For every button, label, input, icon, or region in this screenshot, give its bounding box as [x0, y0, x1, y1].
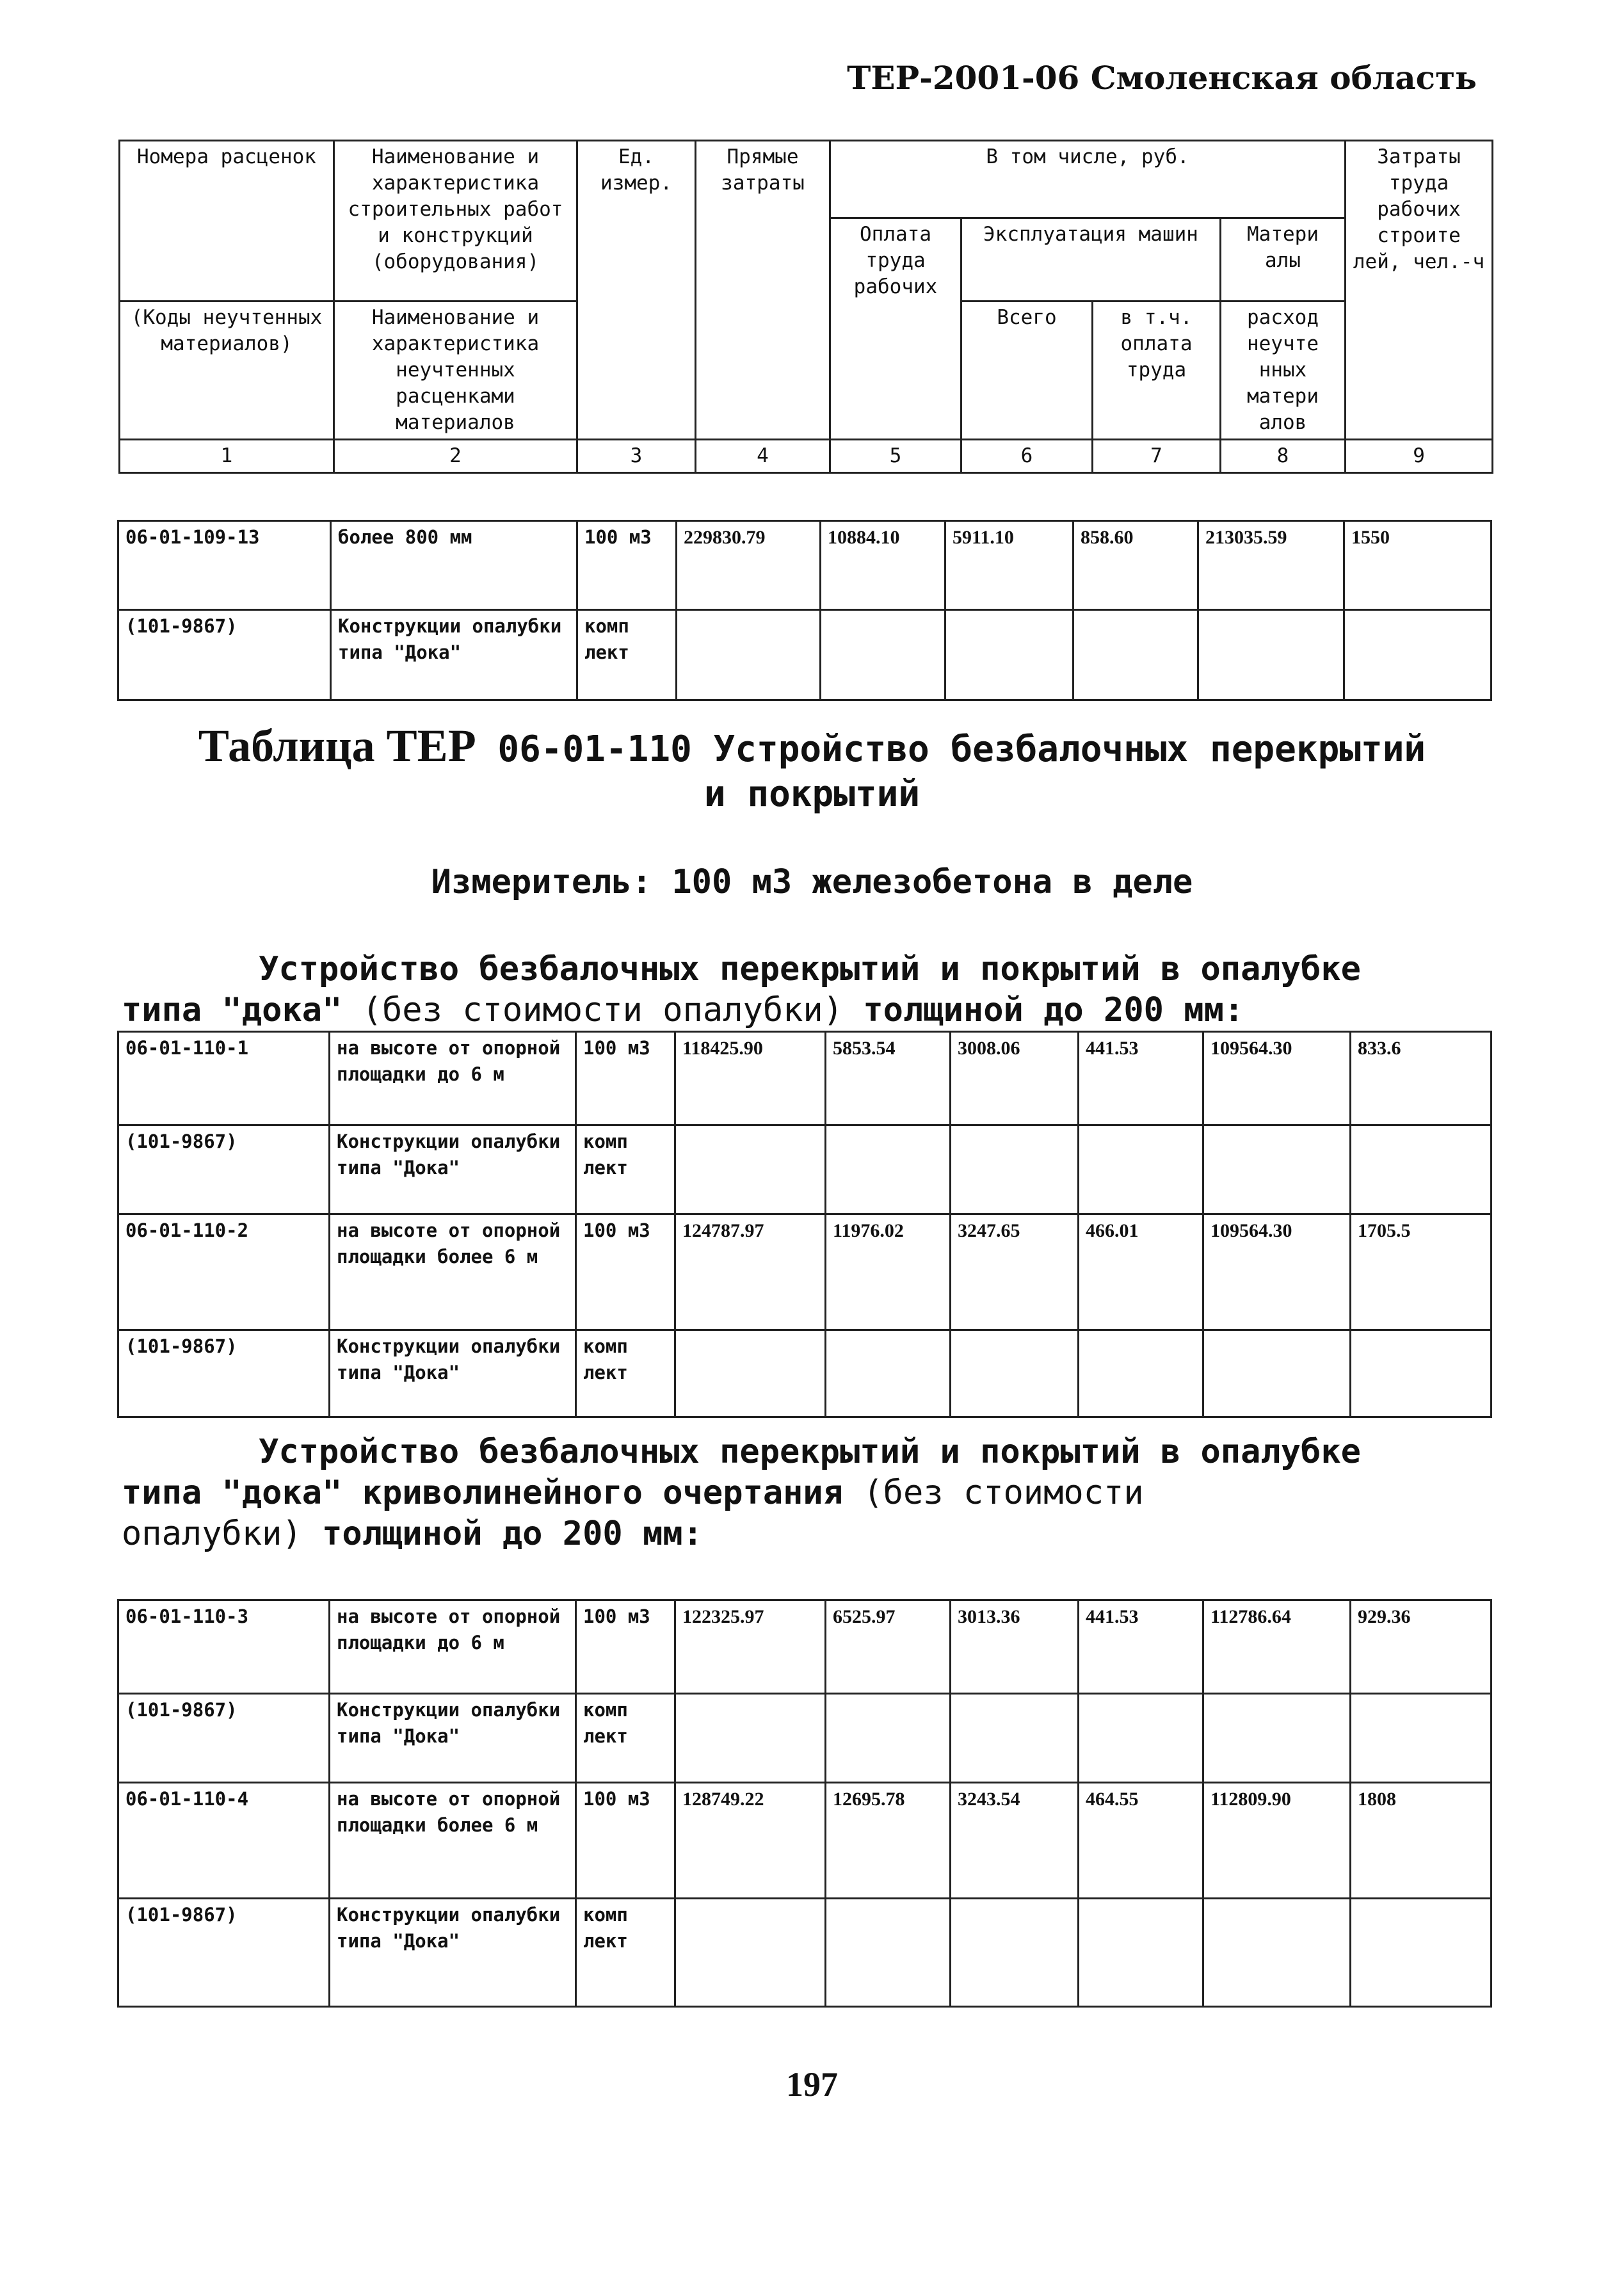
unit-cell: 100 м3 — [576, 1783, 675, 1899]
labor-costs-cell — [1351, 1899, 1491, 2007]
machines-wages-cell — [1073, 610, 1198, 700]
rate-code-cell: (101-9867) — [118, 1694, 330, 1783]
wages-cell: 11976.02 — [826, 1214, 951, 1330]
column-number: 2 — [334, 440, 577, 473]
materials-cell — [1203, 1899, 1351, 2007]
rates-table-continued — [117, 520, 1492, 701]
work-name-cell: Конструкции опалубки типа "Дока" — [330, 1694, 576, 1783]
wages-cell — [826, 1330, 951, 1417]
rates-table-section-2 — [117, 1599, 1492, 2008]
machines-total-cell — [951, 1125, 1079, 1214]
machines-wages-cell — [1079, 1330, 1203, 1417]
wages-cell — [821, 610, 945, 700]
direct-costs-cell — [675, 1330, 826, 1417]
machines-wages-cell: 441.53 — [1079, 1600, 1203, 1694]
header-unit: Ед. измер. — [577, 141, 696, 440]
unit-cell: 100 м3 — [577, 521, 677, 610]
work-name-cell: Конструкции опалубки типа "Дока" — [330, 1899, 576, 2007]
machines-total-cell — [951, 1899, 1079, 2007]
work-name-cell: Конструкции опалубки типа "Дока" — [330, 1330, 576, 1417]
direct-costs-cell — [675, 1694, 826, 1783]
column-number: 3 — [577, 440, 696, 473]
rate-code-cell: 06-01-109-13 — [118, 521, 331, 610]
labor-costs-cell — [1351, 1330, 1491, 1417]
work-name-cell: на высоте от опорной площадки более 6 м — [330, 1214, 576, 1330]
machines-total-cell — [951, 1330, 1079, 1417]
materials-cell: 213035.59 — [1198, 521, 1344, 610]
column-number: 5 — [830, 440, 961, 473]
table-meter: Измеритель: 100 м3 железобетона в деле — [431, 863, 1193, 901]
header-rate-numbers: Номера расценок — [120, 141, 334, 302]
header-machine-operation: Эксплуатация машин — [961, 218, 1221, 302]
header-unaccounted-materials: расход неучте нных матери алов — [1221, 302, 1346, 440]
machines-total-cell: 5911.10 — [945, 521, 1073, 610]
wages-cell — [826, 1125, 951, 1214]
rate-code-cell: 06-01-110-1 — [118, 1032, 330, 1125]
table-caption-title-2: и покрытий — [703, 773, 921, 815]
section-heading-2-part2: толщиной до 200 мм: — [322, 1515, 703, 1553]
unit-cell: комп лект — [576, 1899, 675, 2007]
materials-cell: 112786.64 — [1203, 1600, 1351, 1694]
machines-wages-cell: 441.53 — [1079, 1032, 1203, 1125]
labor-costs-cell: 833.6 — [1351, 1032, 1491, 1125]
labor-costs-cell: 1705.5 — [1351, 1214, 1491, 1330]
labor-costs-cell: 1808 — [1351, 1783, 1491, 1899]
table-row — [118, 1899, 1491, 2007]
section-heading-2-line1: Устройство безбалочных перекрытий и покрытий в опалубке — [259, 1433, 1361, 1471]
work-name-cell: Конструкции опалубки типа "Дока" — [330, 1125, 576, 1214]
rate-code-cell: (101-9867) — [118, 610, 331, 700]
table-caption-title: Устройство безбалочных перекрытий — [713, 728, 1426, 770]
materials-cell: 109564.30 — [1203, 1032, 1351, 1125]
machines-total-cell: 3247.65 — [951, 1214, 1079, 1330]
wages-cell: 10884.10 — [821, 521, 945, 610]
work-name-cell: на высоте от опорной площадки до 6 м — [330, 1032, 576, 1125]
materials-cell — [1203, 1330, 1351, 1417]
table-caption — [0, 720, 1624, 817]
machines-total-cell: 3243.54 — [951, 1783, 1079, 1899]
column-number: 7 — [1093, 440, 1221, 473]
materials-cell — [1203, 1125, 1351, 1214]
unit-cell: 100 м3 — [576, 1032, 675, 1125]
direct-costs-cell: 118425.90 — [675, 1032, 826, 1125]
column-number: 4 — [696, 440, 830, 473]
work-name-cell: Конструкции опалубки типа "Дока" — [331, 610, 577, 700]
header-machines-wages: в т.ч. оплата труда — [1093, 302, 1221, 440]
machines-total-cell: 3013.36 — [951, 1600, 1079, 1694]
table-row — [118, 1032, 1491, 1125]
rate-code-cell: (101-9867) — [118, 1899, 330, 2007]
table-caption-prefix: Таблица ТЕР — [198, 720, 476, 771]
wages-cell — [826, 1694, 951, 1783]
header-including-group: В том числе, руб. — [830, 141, 1346, 218]
rate-code-cell: (101-9867) — [118, 1125, 330, 1214]
direct-costs-cell: 128749.22 — [675, 1783, 826, 1899]
section-heading-1 — [122, 949, 1498, 1031]
header-direct-costs: Прямые затраты — [696, 141, 830, 440]
table-row — [118, 1125, 1491, 1214]
machines-wages-cell — [1079, 1899, 1203, 2007]
work-name-cell: на высоте от опорной площадки более 6 м — [330, 1783, 576, 1899]
header-materials: Матери алы — [1221, 218, 1346, 302]
header-work-name: Наименование и характеристика строительных работ и конструкций (оборудования) — [334, 141, 577, 302]
column-number: 9 — [1346, 440, 1493, 473]
page-number: 197 — [786, 2065, 838, 2104]
header-wages: Оплата труда рабочих — [830, 218, 961, 440]
direct-costs-cell — [677, 610, 821, 700]
unit-cell: комп лект — [576, 1694, 675, 1783]
wages-cell: 5853.54 — [826, 1032, 951, 1125]
rate-code-cell: (101-9867) — [118, 1330, 330, 1417]
wages-cell: 12695.78 — [826, 1783, 951, 1899]
wages-cell: 6525.97 — [826, 1600, 951, 1694]
materials-cell: 112809.90 — [1203, 1783, 1351, 1899]
labor-costs-cell: 929.36 — [1351, 1600, 1491, 1694]
section-heading-2-note-2: опалубки) — [122, 1515, 323, 1553]
machines-total-cell — [945, 610, 1073, 700]
table-row — [118, 1600, 1491, 1694]
unit-cell: комп лект — [577, 610, 677, 700]
column-number: 6 — [961, 440, 1093, 473]
work-name-cell: более 800 мм — [331, 521, 577, 610]
header-unaccounted-name: Наименование и характеристика неучтенных расценками материалов — [334, 302, 577, 440]
header-unaccounted-codes: (Коды неучтенных материалов) — [120, 302, 334, 440]
materials-cell: 109564.30 — [1203, 1214, 1351, 1330]
rates-table-section-1 — [117, 1031, 1492, 1418]
machines-wages-cell — [1079, 1125, 1203, 1214]
materials-cell — [1198, 610, 1344, 700]
direct-costs-cell — [675, 1899, 826, 2007]
materials-cell — [1203, 1694, 1351, 1783]
rate-code-cell: 06-01-110-2 — [118, 1214, 330, 1330]
section-heading-2-note: (без стоимости — [843, 1474, 1144, 1512]
table-row — [118, 610, 1491, 700]
column-number: 1 — [120, 440, 334, 473]
unit-cell: комп лект — [576, 1125, 675, 1214]
table-caption-code: 06-01-110 — [497, 728, 692, 770]
labor-costs-cell — [1351, 1694, 1491, 1783]
direct-costs-cell: 229830.79 — [677, 521, 821, 610]
table-row — [118, 1214, 1491, 1330]
column-number: 8 — [1221, 440, 1346, 473]
page-header-title: ТЕР-2001-06 Смоленская область — [847, 59, 1477, 97]
labor-costs-cell — [1344, 610, 1491, 700]
column-header-table — [118, 140, 1493, 474]
machines-wages-cell: 466.01 — [1079, 1214, 1203, 1330]
section-heading-1-part2: толщиной до 200 мм: — [863, 991, 1244, 1029]
header-machines-total: Всего — [961, 302, 1093, 440]
labor-costs-cell: 1550 — [1344, 521, 1491, 610]
table-row — [118, 1330, 1491, 1417]
section-heading-2-part: типа "дока" криволинейного очертания — [122, 1474, 844, 1512]
section-heading-1-line1: Устройство безбалочных перекрытий и покрытий в опалубке — [259, 950, 1361, 988]
work-name-cell: на высоте от опорной площадки до 6 м — [330, 1600, 576, 1694]
machines-total-cell: 3008.06 — [951, 1032, 1079, 1125]
wages-cell — [826, 1899, 951, 2007]
section-heading-1-note: (без стоимости опалубки) — [342, 991, 864, 1029]
section-heading-2 — [122, 1431, 1498, 1554]
table-row — [118, 1694, 1491, 1783]
direct-costs-cell: 122325.97 — [675, 1600, 826, 1694]
unit-cell: 100 м3 — [576, 1600, 675, 1694]
rate-code-cell: 06-01-110-3 — [118, 1600, 330, 1694]
machines-wages-cell: 464.55 — [1079, 1783, 1203, 1899]
direct-costs-cell — [675, 1125, 826, 1214]
section-heading-1-part: типа "дока" — [122, 991, 342, 1029]
machines-total-cell — [951, 1694, 1079, 1783]
rate-code-cell: 06-01-110-4 — [118, 1783, 330, 1899]
unit-cell: 100 м3 — [576, 1214, 675, 1330]
machines-wages-cell — [1079, 1694, 1203, 1783]
table-row — [118, 521, 1491, 610]
machines-wages-cell: 858.60 — [1073, 521, 1198, 610]
table-row — [118, 1783, 1491, 1899]
direct-costs-cell: 124787.97 — [675, 1214, 826, 1330]
header-labor-costs: Затраты труда рабочих строите лей, чел.-ч — [1346, 141, 1493, 440]
unit-cell: комп лект — [576, 1330, 675, 1417]
labor-costs-cell — [1351, 1125, 1491, 1214]
